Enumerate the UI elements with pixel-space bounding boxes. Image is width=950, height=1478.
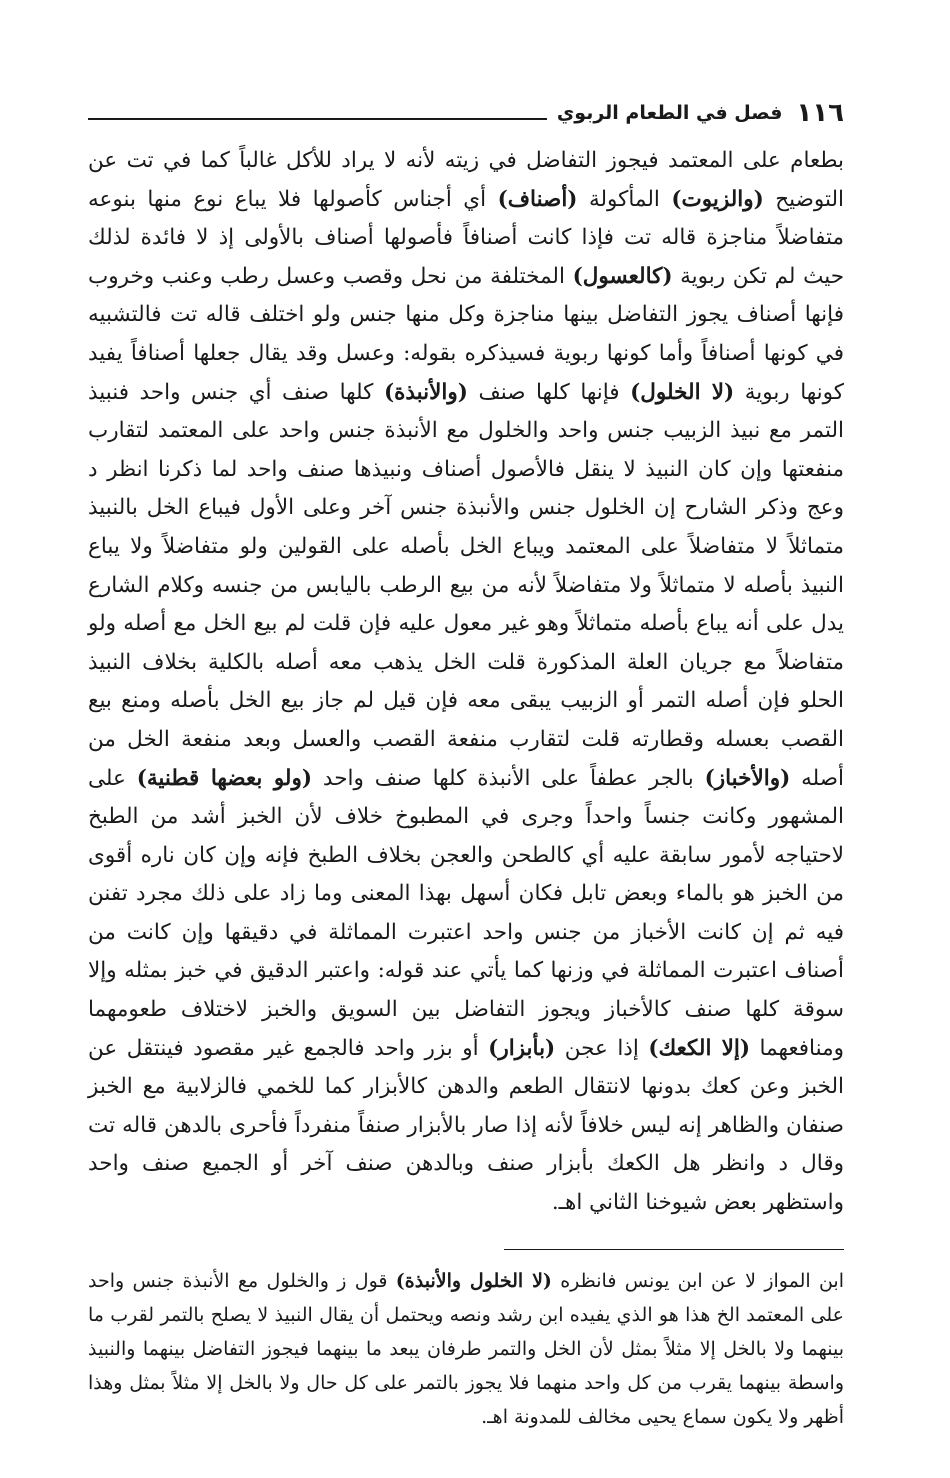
footnote-divider (504, 1249, 844, 1250)
text-run: كلها صنف أي جنس واحد فنبيذ التمر مع نبيذ الزبيب جنس واحد والخلول مع الأنبذة جنس واحد على المعتمد لتقارب منفعتها وإن كان النبيذ لا ينقل فالأصول أصناف ونبيذها صنف واحد لما ذكرنا انظر د وعج وذكر الشارح إن الخلول جنس والأنبذة جنس آخر وعلى الأول فيباع الخل بالنبيذ متماثلاً لا متفاضلاً على المعتمد ويباع الخل بأصله على القولين ولو متفاضلاً ولا يباع النبيذ بأصله لا متماثلاً ولا متفاضلاً لأنه من بيع الرطب باليابس من جنسه وكلام الشارع يدل على أنه يباع بأصله متماثلاً وهو غير معول عليه فإن قلت لم بيع الخل مع أصله ولو متفاضلاً مع جريان العلة المذكورة قلت الخل يذهب معه أصله بالكلية بخلاف النبيذ الحلو فإن أصله التمر أو الزبيب يبقى معه فإن قيل لم جاز بيع الخل بأصله ومنع بيع القصب بعسله وقطارته قلت لتقارب منفعة القصب والعسل وبعد منفعة الخل من أصله (88, 379, 845, 791)
book-page (88, 84, 844, 1464)
bold-term: (كالعسول) (572, 263, 673, 289)
bold-term: (ولو بعضها قطنية) (136, 765, 313, 791)
bold-term: (إلا الكعك) (648, 1035, 750, 1061)
bold-term: (أصناف) (497, 186, 578, 212)
bold-term: (لا الخلول والأنبذة) (395, 1269, 552, 1292)
page-header (88, 84, 844, 128)
text-run: بالجر عطفاً على الأنبذة كلها صنف واحد (312, 765, 705, 791)
bold-term: (لا الخلول) (630, 379, 735, 405)
bold-term: (بأبزار) (488, 1035, 556, 1061)
footnote (88, 1264, 844, 1434)
running-title: فصل في الطعام الربوي (556, 102, 783, 124)
text-run: أي أجناس كأصولها فلا يباع نوع منها بنوعه متفاضلاً مناجزة قاله تت فإذا كانت أصنافاً فأصولها أصناف بالأولى إذ لا فائدة لذلك حيث لم تكن ربوية (88, 186, 844, 289)
text-run: المأكولة (577, 186, 672, 212)
header-rule (88, 118, 547, 120)
text-run: قول ز والخلول مع الأنبذة جنس واحد على المعتمد الخ هذا هو الذي يفيده ابن رشد ونصه ويحتمل أن يقال النبيذ لا يصلح بالتمر لقرب ما بينهما ولا بالخل إلا مثلاً بمثل لأن الخل والتمر طرفان يبعد ما بينهما فيجوز التفاضل بينهما والنبيذ واسطة بينهما يقرب من كل واحد منهما فلا يجوز بالتمر على كل حال ولا بالخل إلا مثلاً بمثل وهذا أظهر ولا يكون سماع يحيى مخالف للمدونة اهـ. (88, 1269, 844, 1428)
page-number: ١١٦ (796, 98, 844, 128)
bold-term: (والأخباز) (704, 765, 791, 791)
text-run: فإنها كلها صنف (467, 379, 631, 405)
main-paragraph (88, 142, 844, 1223)
main-text (88, 142, 844, 1223)
footnote-paragraph (88, 1264, 844, 1434)
text-run: أو بزر واحد فالجمع غير مقصود فينتقل عن الخبز وعن كعك بدونها لانتقال الطعم والدهن كالأبزار كما للخمي فالزلابية مع الخبز صنفان والظاهر إنه ليس خلافاً لأنه إذا صار بالأبزار صنفاً منفرداً فأحرى بالدهن قاله تت وقال د وانظر هل الكعك بأبزار صنف وبالدهن صنف آخر أو الجميع صنف واحد واستظهر بعض شيوخنا الثاني اهـ. (88, 1035, 844, 1216)
text-run: ابن المواز لا عن ابن يونس فانظره (551, 1269, 844, 1292)
bold-term: (والأنبذة) (383, 379, 468, 405)
text-run: بطعام على المعتمد فيجوز التفاضل في زيته لأنه لا يراد للأكل غالباً كما في تت عن التوضيح (88, 148, 845, 212)
bold-term: (والزيوت) (671, 186, 764, 212)
text-run: إذا عجن (555, 1035, 649, 1061)
text-run: المختلفة من نحل وقصب وعسل رطب وعنب وخروب فإنها أصناف يجوز التفاضل بينها مناجزة وكل منها جنس ولو اختلف قاله تت فالتشبيه في كونها أصنافاً وأما كونها ربوية فسيذكره بقوله: وعسل وقد يقال جعلها أصنافاً يفيد كونها ربوية (88, 263, 844, 405)
text-run: على المشهور وكانت جنساً واحداً وجرى في المطبوخ خلاف لأن الخبز أشد من الطبخ لاحتياجه لأمور سابقة عليه أي كالطحن والعجن بخلاف الطبخ فإنه وإن كان ناره أقوى من الخبز هو بالماء وبعض تابل فكان أسهل بهذا المعنى وما زاد على ذلك مجرد تفنن فيه ثم إن كانت الأخباز من جنس واحد اعتبرت المماثلة في دقيقها وإن كانت من أصناف اعتبرت المماثلة في وزنها كما يأتي عند قوله: واعتبر الدقيق في خبز بمثله وإلا سوقة كلها صنف كالأخباز ويجوز التفاضل بين السويق والخبز لاختلاف طعومهما ومنافعهما (88, 765, 844, 1061)
